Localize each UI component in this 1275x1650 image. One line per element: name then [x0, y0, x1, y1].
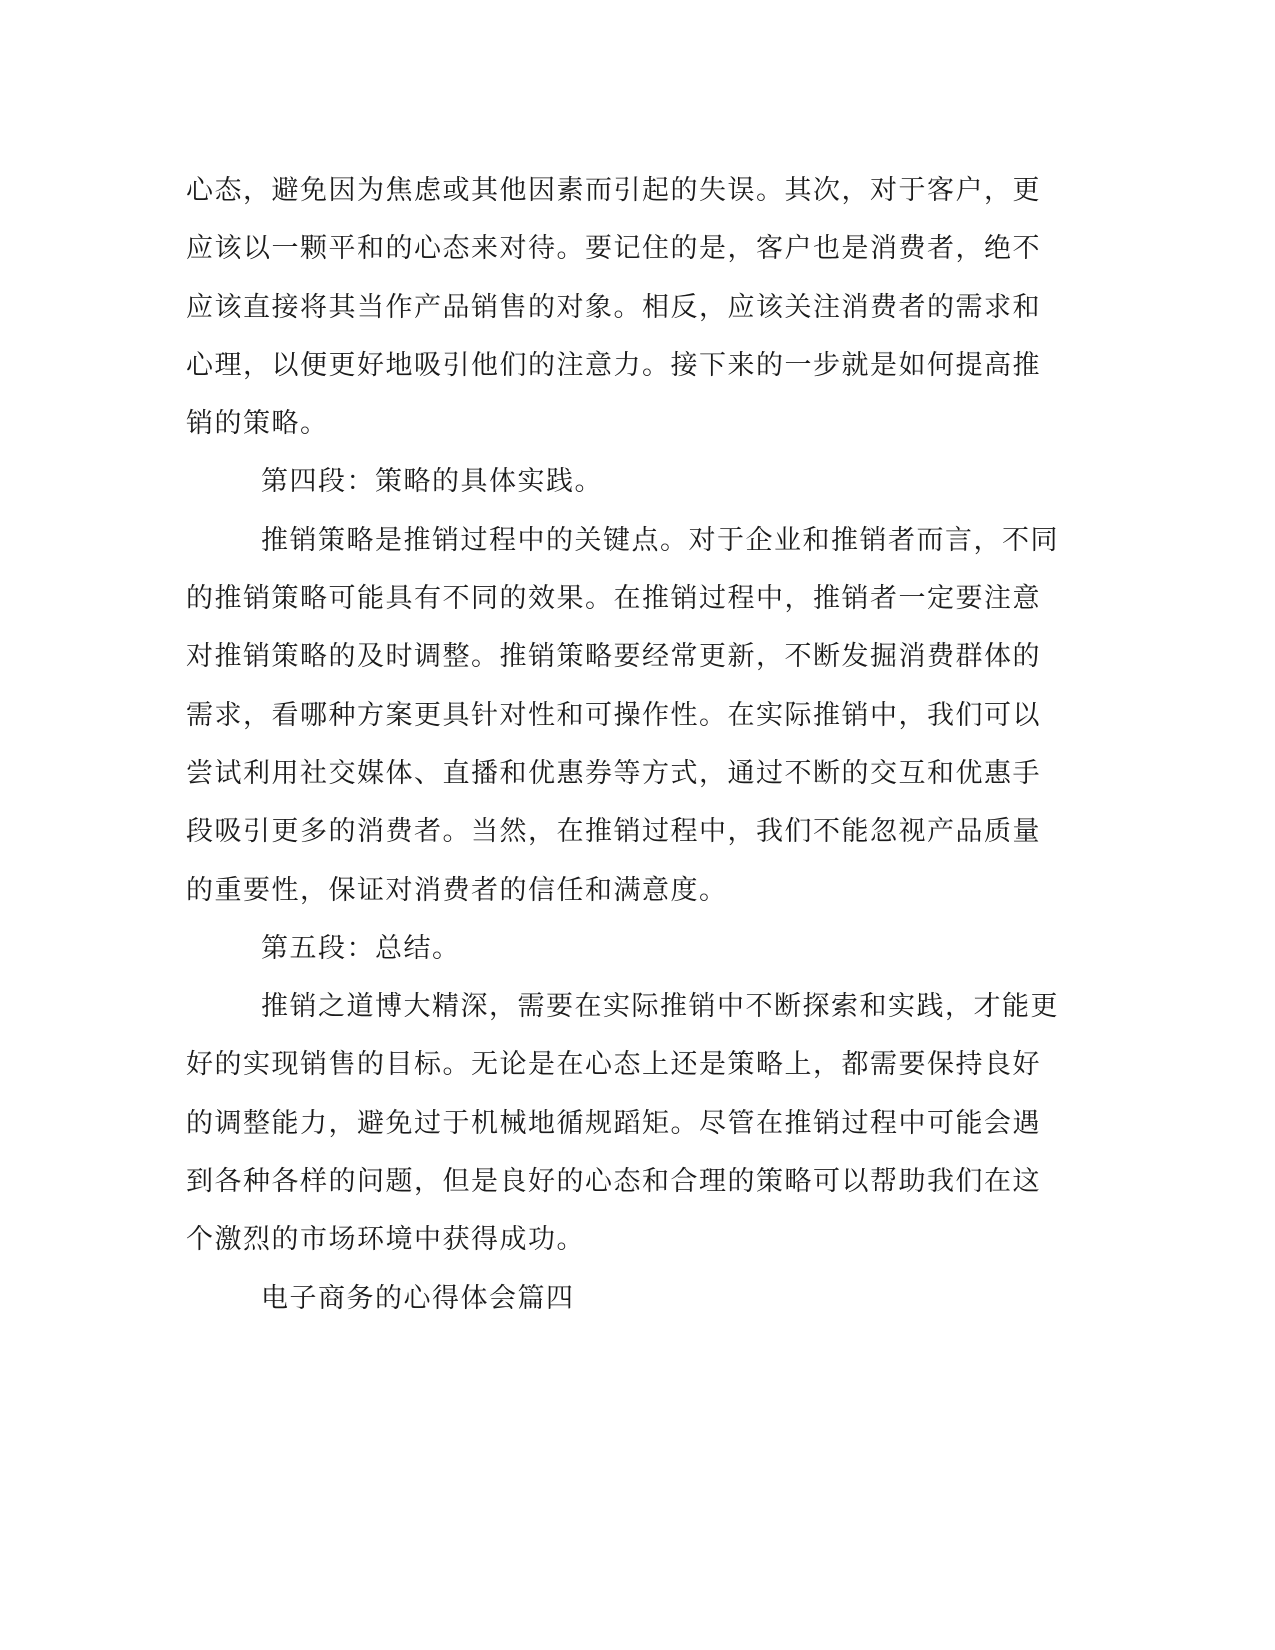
text-line: 段吸引更多的消费者。当然，在推销过程中，我们不能忽视产品质量	[186, 816, 1041, 848]
section-heading-4: 第四段：策略的具体实践。	[261, 466, 603, 498]
text-line: 需求，看哪种方案更具针对性和可操作性。在实际推销中，我们可以	[186, 699, 1041, 731]
text-line: 对推销策略的及时调整。推销策略要经常更新，不断发掘消费群体的	[186, 641, 1041, 673]
section-heading-5: 第五段：总结。	[261, 932, 461, 964]
text-line: 销的策略。	[186, 408, 329, 440]
text-line: 个激烈的市场环境中获得成功。	[186, 1224, 585, 1256]
text-line: 推销策略是推销过程中的关键点。对于企业和推销者而言，不同	[261, 524, 1059, 556]
text-line: 心态，避免因为焦虑或其他因素而引起的失误。其次，对于客户，更	[186, 175, 1041, 206]
text-line: 应该以一颗平和的心态来对待。要记住的是，客户也是消费者，绝不	[186, 233, 1041, 265]
text-line: 到各种各样的问题，但是良好的心态和合理的策略可以帮助我们在这	[186, 1166, 1041, 1198]
text-line: 的推销策略可能具有不同的效果。在推销过程中，推销者一定要注意	[186, 583, 1041, 615]
text-line: 心理，以便更好地吸引他们的注意力。接下来的一步就是如何提高推	[186, 349, 1041, 381]
text-line: 好的实现销售的目标。无论是在心态上还是策略上，都需要保持良好	[186, 1049, 1041, 1081]
article-title: 电子商务的心得体会篇四	[261, 1282, 575, 1314]
text-line: 的调整能力，避免过于机械地循规蹈矩。尽管在推销过程中可能会遇	[186, 1107, 1041, 1139]
text-line: 应该直接将其当作产品销售的对象。相反，应该关注消费者的需求和	[186, 291, 1041, 323]
text-line: 推销之道博大精深，需要在实际推销中不断探索和实践，才能更	[261, 991, 1059, 1023]
document-body	[186, 162, 1066, 1328]
text-line: 的重要性，保证对消费者的信任和满意度。	[186, 874, 728, 906]
text-line: 尝试利用社交媒体、直播和优惠券等方式，通过不断的交互和优惠手	[186, 757, 1041, 789]
